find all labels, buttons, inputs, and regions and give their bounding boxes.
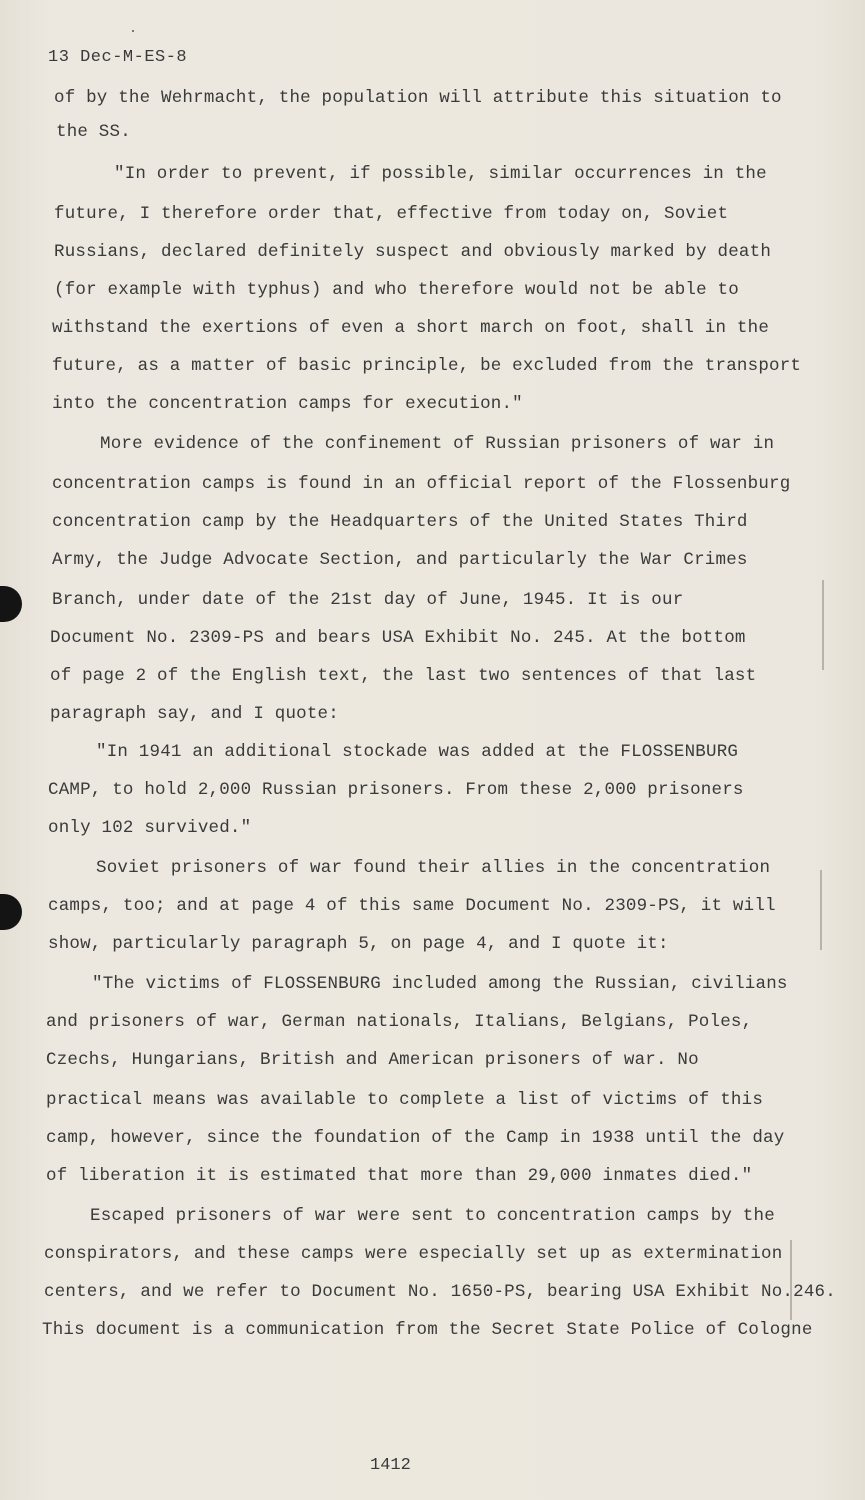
edge-mark-3	[790, 1240, 792, 1320]
text-line: future, I therefore order that, effective from today on, Soviet	[54, 204, 729, 224]
text-line: Russians, declared definitely suspect and obviously marked by death	[54, 242, 772, 262]
text-line: Czechs, Hungarians, British and American prisoners of war. No	[46, 1050, 699, 1070]
text-line: conspirators, and these camps were especially set up as extermination	[44, 1244, 783, 1264]
text-line: (for example with typhus) and who therefore would not be able to	[54, 280, 739, 300]
edge-mark-1	[822, 580, 824, 670]
page-number: 1412	[370, 1456, 411, 1475]
text-line: "In order to prevent, if possible, similar occurrences in the	[114, 164, 767, 184]
text-line: paragraph say, and I quote:	[50, 704, 339, 724]
text-line: This document is a communication from the Secret State Police of Cologne	[42, 1320, 813, 1340]
text-line: Branch, under date of the 21st day of June, 1945. It is our	[52, 590, 684, 610]
text-line: concentration camp by the Headquarters of the United States Third	[52, 512, 748, 532]
punch-hole-upper	[0, 586, 22, 622]
text-line: Escaped prisoners of war were sent to concentration camps by the	[90, 1206, 775, 1226]
text-line: "The victims of FLOSSENBURG included among the Russian, civilians	[92, 974, 788, 994]
text-line: Document No. 2309-PS and bears USA Exhibit No. 245. At the bottom	[50, 628, 746, 648]
text-line: CAMP, to hold 2,000 Russian prisoners. From these 2,000 prisoners	[48, 780, 744, 800]
speck	[132, 30, 134, 32]
edge-mark-2	[820, 870, 822, 950]
text-line: the SS.	[56, 122, 131, 142]
text-line: withstand the exertions of even a short march on foot, shall in the	[52, 318, 770, 338]
text-line: of liberation it is estimated that more than 29,000 inmates died."	[46, 1166, 753, 1186]
text-line: "In 1941 an additional stockade was added at the FLOSSENBURG	[96, 742, 739, 762]
text-line: only 102 survived."	[48, 818, 252, 838]
text-line: camps, too; and at page 4 of this same Document No. 2309-PS, it will	[48, 896, 776, 916]
text-line: camp, however, since the foundation of the Camp in 1938 until the day	[46, 1128, 785, 1148]
text-line: of page 2 of the English text, the last two sentences of that last	[50, 666, 757, 686]
text-line: centers, and we refer to Document No. 1650-PS, bearing USA Exhibit No.246.	[44, 1282, 836, 1302]
text-line: of by the Wehrmacht, the population will attribute this situation to	[54, 88, 782, 108]
text-line: and prisoners of war, German nationals, Italians, Belgians, Poles,	[46, 1012, 753, 1032]
punch-hole-lower	[0, 894, 22, 930]
text-line: show, particularly paragraph 5, on page 4, and I quote it:	[48, 934, 669, 954]
text-line: future, as a matter of basic principle, be excluded from the transport	[52, 356, 802, 376]
text-line: More evidence of the confinement of Russian prisoners of war in	[100, 434, 775, 454]
text-line: concentration camps is found in an official report of the Flossenburg	[52, 474, 791, 494]
text-line: practical means was available to complete a list of victims of this	[46, 1090, 764, 1110]
text-line: Soviet prisoners of war found their allies in the concentration	[96, 858, 771, 878]
document-header: 13 Dec-M-ES-8	[48, 48, 188, 67]
text-line: into the concentration camps for execution."	[52, 394, 523, 414]
text-line: Army, the Judge Advocate Section, and particularly the War Crimes	[52, 550, 748, 570]
